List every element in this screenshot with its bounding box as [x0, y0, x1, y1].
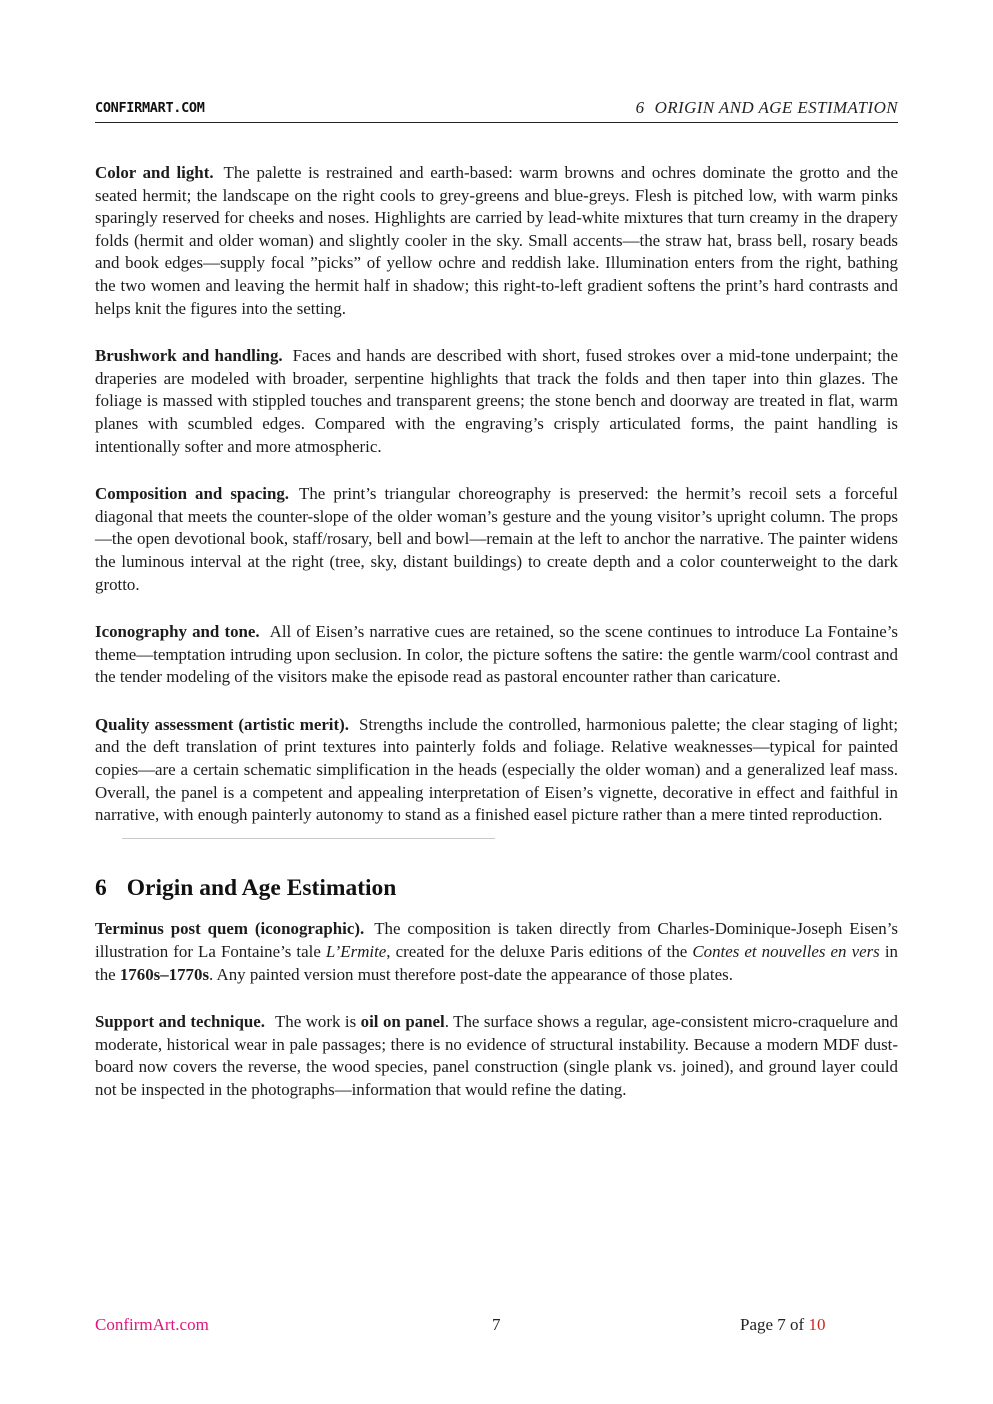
paragraph-heading: Iconography and tone. — [95, 622, 260, 642]
paragraph-iconography — [95, 621, 898, 689]
bold-medium: oil on panel — [360, 1012, 445, 1032]
section-heading — [95, 874, 898, 901]
paragraph-brushwork — [95, 345, 898, 458]
paragraph-text: The print’s triangular choreography is preserved: the hermit’s recoil sets a forceful diagonal that meets the counter-slope of the older woman’s gesture and the young visitor’s upright column. The props—the open devotional book, staff/rosary, bell and bowl—remain at the left to anchor the narrative. The painter widens the luminous interval at the right (tree, sky, distant buildings) to create depth and a color counterweight to the dark grotto. — [95, 484, 898, 594]
paragraph-text: , created for the deluxe Paris editions of the — [386, 942, 693, 962]
paragraph-quality-assessment — [95, 714, 898, 827]
bold-date-range: 1760s–1770s — [119, 964, 210, 984]
paragraph-text: Faces and hands are described with short, fused strokes over a mid-tone underpaint; the draperies are modeled with broader, serpentine highlights that track the folds and then taper into thin glazes. The foliage is massed with stippled touches and transparent greens; the stone bench and doorway are treated in flat, warm planes with scumbled edges. Compared with the engraving’s crisply articulated forms, the paint handling is intentionally softer and more atmospheric. — [95, 346, 898, 456]
paragraph-text: . The surface shows a regular, age-consistent micro-craquelure and moderate, historical wear in pale passages; there is no evidence of structural instability. Because a modern MDF dust-board now covers the reverse, the wood species, panel construction (single plank vs. joined), and ground layer could not be inspected in the photographs—information that would refine the dating. — [95, 1012, 898, 1099]
paragraph-heading: Color and light. — [95, 163, 214, 182]
paragraph-text: in the — [95, 942, 898, 984]
paragraph-heading: Support and technique. — [95, 1012, 265, 1032]
paragraph-heading: Brushwork and handling. — [95, 346, 283, 366]
page-header — [95, 98, 898, 123]
paragraph-text: The work is — [274, 1012, 361, 1032]
section-title: Origin and Age Estimation — [126, 874, 397, 901]
paragraph-color-and-light — [95, 162, 898, 320]
page-footer — [95, 1315, 898, 1339]
paragraph-heading: Composition and spacing. — [95, 484, 289, 504]
paragraph-text: All of Eisen’s narrative cues are retained, so the scene continues to introduce La Fontaine’s theme—temptation intruding upon seclusion. In color, the picture softens the satire: the gentle warm/cool contrast and the tender modeling of the visitors make the episode read as pastoral encounter rather than caricature. — [95, 622, 898, 687]
section-number: 6 — [95, 874, 107, 901]
total-pages-link[interactable]: 10 — [808, 1315, 826, 1334]
paragraph-text: . Any painted version must therefore post-date the appearance of those plates. — [209, 964, 733, 984]
paragraph-terminus-post-quem — [95, 918, 898, 986]
paragraph-text: Strengths include the controlled, harmonious palette; the clear staging of light; and the deft translation of print textures into painterly folds and foliage. Relative weaknesses—typical for painted copies—are a certain schematic simplification in the heads (especially the older woman) and a generalized leaf mass. Overall, the panel is a competent and appealing interpretation of Eisen’s vignette, decorative in effect and faithful in narrative, with enough painterly autonomy to stand as a finished easel picture rather than a mere tinted reproduction. — [95, 714, 899, 825]
paragraph-text: The palette is restrained and earth-based: warm browns and ochres dominate the grotto and the seated hermit; the landscape on the right cools to grey-greens and blue-greys. Flesh is pitched low, with warm pinks sparingly reserved for cheeks and noses. Highlights are carried by lead-white mixtures that turn creamy in the drapery folds (hermit and older woman) and slightly cooler in the sky. Small accents—the straw hat, brass bell, rosary beads and book edges—supply focal ”picks” of yellow ochre and reddish lake. Illumination enters from the right, bathing the two women and leaving the hermit half in shadow; this right-to-left gradient softens the print’s hard contrasts and helps knit the figures into the setting. — [95, 163, 898, 318]
running-head-title: ORIGIN AND AGE ESTIMATION — [654, 98, 898, 117]
page-body — [95, 162, 898, 1127]
paragraph-heading: Terminus post quem (iconographic). — [95, 919, 365, 939]
section-divider — [122, 838, 495, 839]
footer-site-link[interactable]: ConfirmArt.com — [95, 1315, 209, 1334]
running-head — [636, 98, 898, 118]
paragraph-support-and-technique — [95, 1011, 898, 1101]
footer-page-number: 7 — [492, 1315, 501, 1334]
page-of-label: Page 7 of — [740, 1315, 805, 1334]
paragraph-composition — [95, 483, 898, 596]
footer-page-of — [740, 1315, 825, 1335]
paragraph-heading: Quality assessment (artistic merit). — [95, 714, 349, 734]
running-head-number: 6 — [635, 98, 645, 117]
italic-title-lermite: L’Ermite — [325, 942, 387, 962]
italic-title-contes: Contes et nouvelles en vers — [692, 942, 880, 962]
paragraph-text: The composition is taken directly from Charles-Dominique-Joseph Eisen’s illustration for La Fontaine’s tale — [95, 919, 899, 962]
confirmart-logo: CONFIRMART.COM — [95, 100, 205, 116]
